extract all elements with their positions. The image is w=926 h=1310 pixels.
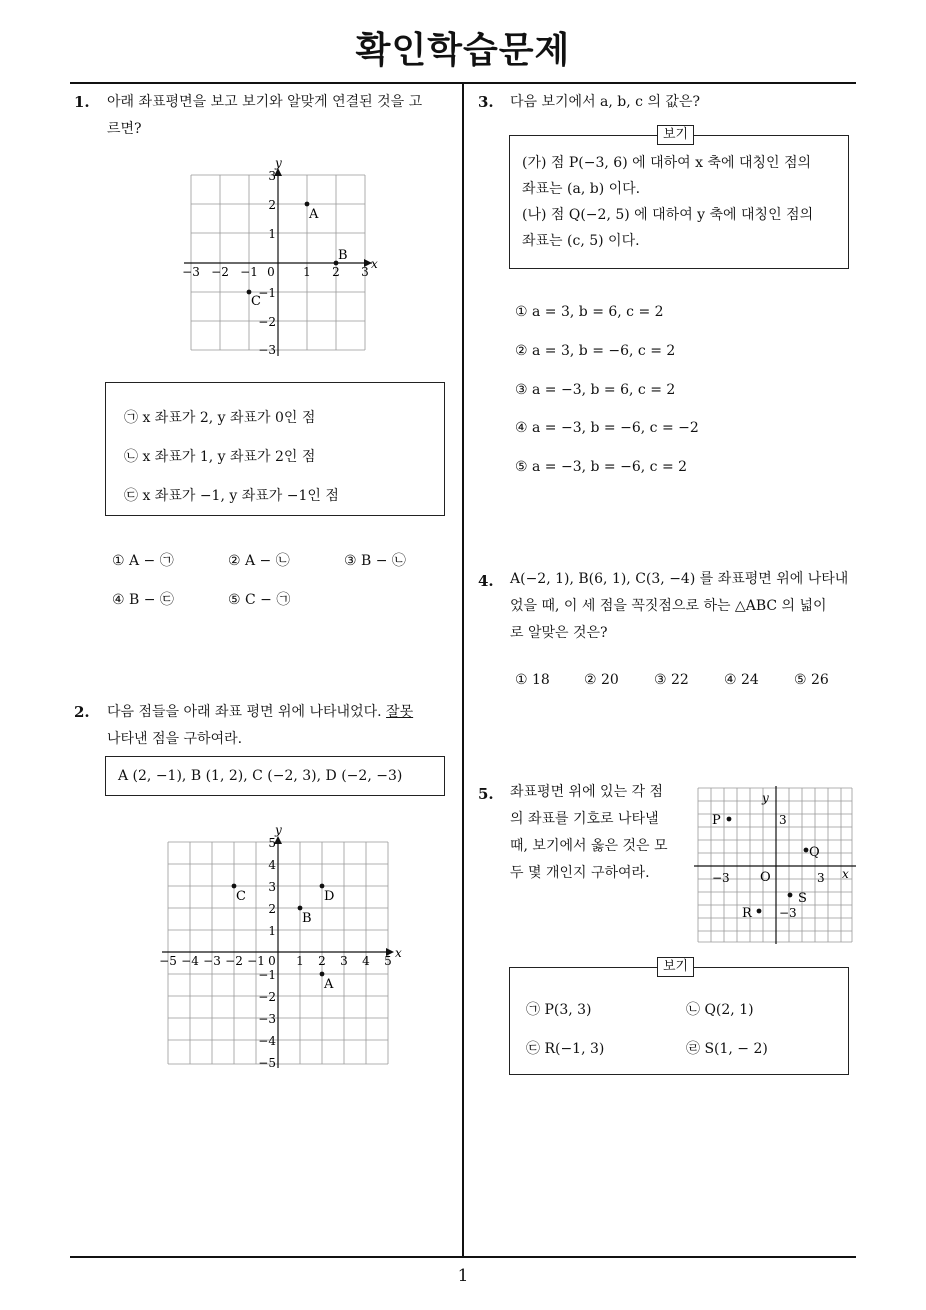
coordinate-graph xyxy=(152,820,408,1070)
axes xyxy=(162,838,392,1068)
point-label: P xyxy=(712,813,721,828)
point-d xyxy=(320,884,325,889)
question-text-line: 의 좌표를 기호로 나타낼 xyxy=(510,811,659,827)
choice-2[interactable]: ② a = 3, b = −6, c = 2 xyxy=(515,343,676,359)
choice-1[interactable]: ① A − ㉠ xyxy=(112,553,174,569)
point-s xyxy=(788,893,793,898)
y-tick-label: −3 xyxy=(258,1012,276,1026)
choice-4[interactable]: ④ 24 xyxy=(724,672,759,688)
x-tick-label: −2 xyxy=(225,954,243,968)
coordinate-graph xyxy=(176,150,388,360)
y-tick-label: −3 xyxy=(779,906,797,920)
points-text: A (2, −1), B (1, 2), C (−2, 3), D (−2, −3) xyxy=(118,768,403,784)
x-tick-label: −2 xyxy=(211,265,229,279)
question-text: 다음 보기에서 a, b, c 의 값은? xyxy=(510,94,700,110)
x-tick-label: 3 xyxy=(361,265,369,279)
question-text xyxy=(510,566,860,647)
choice-3[interactable]: ③ B − ㉡ xyxy=(344,553,406,569)
x-tick-label: 0 xyxy=(268,954,276,968)
point-label: B xyxy=(338,248,348,263)
y-tick-label: −1 xyxy=(258,286,276,300)
x-tick-label: 2 xyxy=(332,265,340,279)
question-text-line: 었을 때, 이 세 점을 꼭짓점으로 하는 △ABC 의 넓이 xyxy=(510,598,827,614)
point-q xyxy=(804,848,809,853)
x-tick-label: −1 xyxy=(240,265,258,279)
y-tick-label: 2 xyxy=(268,902,276,916)
x-tick-label: −3 xyxy=(203,954,221,968)
y-tick-label: −3 xyxy=(258,343,276,357)
point-label: R xyxy=(742,906,752,921)
x-tick-label: 1 xyxy=(296,954,304,968)
question-text-line: 좌표평면 위에 있는 각 점 xyxy=(510,784,664,800)
column-divider xyxy=(462,82,464,1258)
point-label: Q xyxy=(809,845,820,860)
box-line: (가) 점 P(−3, 6) 에 대하여 x 축에 대칭인 점의 xyxy=(522,155,812,171)
question-number: 2. xyxy=(74,703,90,721)
choice-5[interactable]: ⑤ a = −3, b = −6, c = 2 xyxy=(515,459,688,475)
choice-4[interactable]: ④ a = −3, b = −6, c = −2 xyxy=(515,420,699,436)
choice-4[interactable]: ④ B − ㉢ xyxy=(112,592,174,608)
x-axis-label: x xyxy=(371,257,378,271)
origin-label: O xyxy=(760,870,771,885)
choice-5[interactable]: ⑤ 26 xyxy=(794,672,829,688)
box-line: 좌표는 (c, 5) 이다. xyxy=(522,233,640,249)
question-text-line: 로 알맞은 것은? xyxy=(510,625,608,641)
x-tick-label: 4 xyxy=(362,954,370,968)
page-title: 확인학습문제 xyxy=(355,30,571,71)
point-label: B xyxy=(302,911,312,926)
grid xyxy=(698,788,852,942)
y-axis-label: y xyxy=(275,156,282,170)
question-text-line: 다음 점들을 아래 좌표 평면 위에 나타내었다. xyxy=(107,704,382,720)
coordinate-graph xyxy=(690,784,862,948)
underlined-word: 잘못 xyxy=(386,704,414,720)
y-tick-label: 3 xyxy=(268,169,276,183)
question-text-line: A(−2, 1), B(6, 1), C(3, −4) 를 좌표평면 위에 나타내 xyxy=(510,571,849,587)
x-axis-label: x xyxy=(842,867,849,881)
page-number: 1 xyxy=(457,1266,469,1286)
x-tick-label: 3 xyxy=(340,954,348,968)
box-line: ㉠ x 좌표가 2, y 좌표가 0인 점 xyxy=(124,410,316,426)
y-tick-label: 1 xyxy=(268,227,276,241)
question-text-line: 르면? xyxy=(107,121,142,137)
x-axis-label: x xyxy=(395,946,402,960)
box-line: 좌표는 (a, b) 이다. xyxy=(522,181,641,197)
point-label: D xyxy=(324,889,335,904)
question-text xyxy=(107,699,457,753)
choice-2[interactable]: ② 20 xyxy=(584,672,619,688)
choice-2[interactable]: ② A − ㉡ xyxy=(228,553,290,569)
point-label: C xyxy=(251,294,261,309)
choice-3[interactable]: ③ 22 xyxy=(654,672,689,688)
question-text-line: 두 몇 개인지 구하여라. xyxy=(510,865,650,881)
x-tick-label: 5 xyxy=(384,954,392,968)
x-tick-label: 2 xyxy=(318,954,326,968)
question-number: 3. xyxy=(478,93,494,111)
y-tick-label: 1 xyxy=(268,924,276,938)
y-tick-label: −1 xyxy=(258,968,276,982)
point-label: A xyxy=(309,207,319,222)
axes xyxy=(694,786,856,944)
x-tick-label: −4 xyxy=(181,954,199,968)
box-item: ㉠ P(3, 3) xyxy=(526,1002,592,1018)
question-text xyxy=(510,779,695,887)
y-tick-label: 3 xyxy=(779,813,787,827)
bogi-box-title: 보기 xyxy=(657,125,694,145)
answer-key-box xyxy=(105,382,445,516)
point-a xyxy=(320,972,325,977)
y-tick-label: −5 xyxy=(258,1056,276,1070)
x-tick-label: 3 xyxy=(817,871,825,885)
choice-1[interactable]: ① a = 3, b = 6, c = 2 xyxy=(515,304,664,320)
choice-3[interactable]: ③ a = −3, b = 6, c = 2 xyxy=(515,382,676,398)
x-tick-label: −5 xyxy=(159,954,177,968)
choice-5[interactable]: ⑤ C − ㉠ xyxy=(228,592,291,608)
question-number: 5. xyxy=(478,785,494,803)
y-tick-label: 2 xyxy=(268,198,276,212)
bogi-box-title: 보기 xyxy=(657,957,694,977)
y-tick-label: 5 xyxy=(268,836,276,850)
y-tick-label: −2 xyxy=(258,315,276,329)
point-label: C xyxy=(236,889,246,904)
points-box xyxy=(105,756,445,796)
point-r xyxy=(757,909,762,914)
box-item: ㉢ R(−1, 3) xyxy=(526,1041,605,1057)
choice-1[interactable]: ① 18 xyxy=(515,672,550,688)
point-label: S xyxy=(798,891,807,906)
y-tick-label: −2 xyxy=(258,990,276,1004)
point-b xyxy=(298,906,303,911)
footer-rule xyxy=(70,1256,856,1258)
y-tick-label: −4 xyxy=(258,1034,276,1048)
question-number: 4. xyxy=(478,572,494,590)
box-line: ㉢ x 좌표가 −1, y 좌표가 −1인 점 xyxy=(124,488,339,504)
y-axis-label: y xyxy=(275,823,282,837)
x-tick-label: −1 xyxy=(247,954,265,968)
box-item: ㉡ Q(2, 1) xyxy=(686,1002,754,1018)
question-text-line: 때, 보기에서 옳은 것은 모 xyxy=(510,838,668,854)
box-line: (나) 점 Q(−2, 5) 에 대하여 y 축에 대칭인 점의 xyxy=(522,207,814,223)
box-line: ㉡ x 좌표가 1, y 좌표가 2인 점 xyxy=(124,449,316,465)
question-number: 1. xyxy=(74,93,90,111)
point-c xyxy=(232,884,237,889)
x-tick-label: −3 xyxy=(182,265,200,279)
axes xyxy=(184,170,372,356)
y-tick-label: 4 xyxy=(268,858,276,872)
y-axis-label: y xyxy=(762,791,769,805)
point-label: A xyxy=(324,977,334,992)
box-item: ㉣ S(1, − 2) xyxy=(686,1041,768,1057)
bogi-box xyxy=(509,135,849,269)
question-text xyxy=(107,89,457,143)
point-p xyxy=(727,817,732,822)
x-tick-label: 1 xyxy=(303,265,311,279)
y-tick-label: 3 xyxy=(268,880,276,894)
question-text-line: 나타낸 점을 구하여라. xyxy=(107,731,243,747)
bogi-box xyxy=(509,967,849,1075)
x-tick-label: −3 xyxy=(712,871,730,885)
question-text-line: 아래 좌표평면을 보고 보기와 알맞게 연결된 것을 고 xyxy=(107,94,423,110)
x-tick-label: 0 xyxy=(267,265,275,279)
point-a xyxy=(305,202,310,207)
